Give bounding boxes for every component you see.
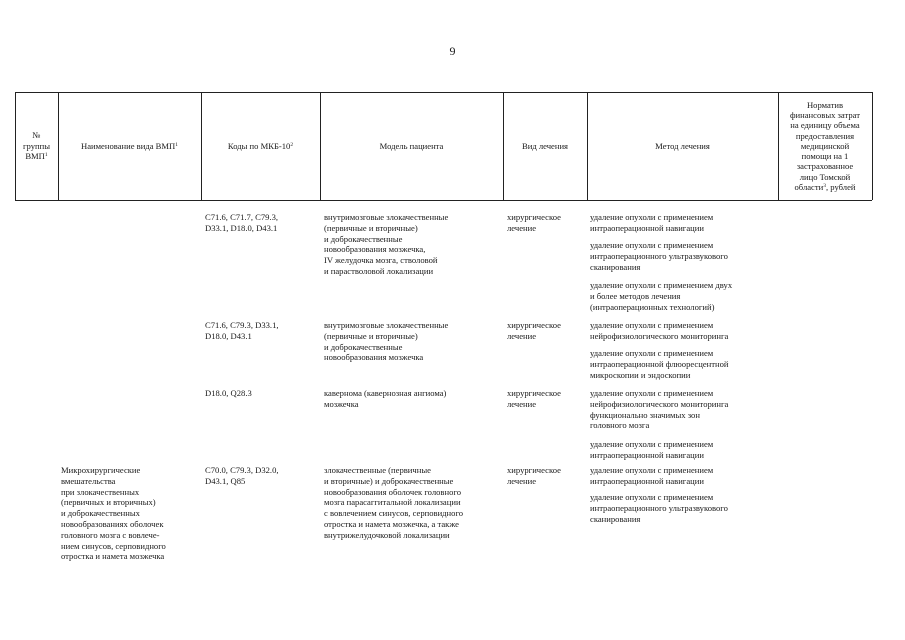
- header-vmp-name: Наименование вида ВМП$^1$: [80, 140, 178, 151]
- row-treatment-method: удаление опухоли с применением нейрофизиологического мониторинга функционально значимых зон головного мозга: [590, 388, 729, 431]
- row-treatment-method: удаление опухоли с применением интраоперационной навигации: [590, 465, 714, 486]
- row-treatment-type: хирургическое лечение: [507, 388, 561, 409]
- row-icd-codes: C70.0, C79.3, D32.0, D43.1, Q85: [205, 465, 279, 486]
- header-group-number: № группы ВМП$^1$: [23, 130, 50, 162]
- row-icd-codes: C71.6, C79.3, D33.1, D18.0, D43.1: [205, 320, 279, 341]
- row-treatment-method: удаление опухоли с применением интраоперационной флюоресцентной микроскопии и эндоскопии: [590, 348, 729, 380]
- row-patient-model: кавернома (кавернозная ангиома) мозжечка: [324, 388, 447, 409]
- row-treatment-method: удаление опухоли с применением двух и более методов лечения (интраоперационных технологий): [590, 280, 733, 312]
- row-treatment-method: удаление опухоли с применением интраоперационной навигации: [590, 212, 714, 233]
- row-patient-model: внутримозговые злокачественные (первичные и вторичные) и доброкачественные новообразования мозжечка: [324, 320, 449, 363]
- page-number: 9: [449, 44, 456, 58]
- row-vmp-name: Микрохирургические вмешательства при злокачественных (первичных и вторичных) и доброкачественных новообразованиях оболочек головного мозга с вовлече- нием синусов, серповидного отростка и намета мозжечка: [61, 465, 166, 562]
- header-treatment-method: Метод лечения: [655, 140, 710, 151]
- header-bottom-border: [15, 200, 872, 201]
- col-border: [872, 92, 873, 200]
- row-patient-model: внутримозговые злокачественные (первичные и вторичные) и доброкачественные новообразования мозжечка, IV желудочка мозга, стволовой и парастволовой локализации: [324, 212, 449, 276]
- row-treatment-type: хирургическое лечение: [507, 320, 561, 341]
- row-treatment-method: удаление опухоли с применением интраоперационной навигации: [590, 439, 714, 460]
- header-patient-model: Модель пациента: [379, 140, 444, 151]
- header-cost-norm: Норматив финансовых затрат на единицу объема предоставления медицинской помощи на 1 застрахованное лицо Томской области$^3$, рублей: [789, 100, 861, 192]
- row-treatment-method: удаление опухоли с применением интраоперационного ультразвукового сканирования: [590, 492, 728, 524]
- row-treatment-type: хирургическое лечение: [507, 212, 561, 233]
- header-treatment-type: Вид лечения: [521, 140, 569, 151]
- row-treatment-method: удаление опухоли с применением нейрофизиологического мониторинга: [590, 320, 729, 341]
- row-icd-codes: C71.6, C71.7, C79.3, D33.1, D18.0, D43.1: [205, 212, 279, 233]
- row-icd-codes: D18.0, Q28.3: [205, 388, 252, 398]
- row-treatment-type: хирургическое лечение: [507, 465, 561, 486]
- row-treatment-method: удаление опухоли с применением интраоперационного ультразвукового сканирования: [590, 240, 728, 272]
- row-patient-model: злокачественные (первичные и вторичные) и доброкачественные новообразования оболочек головного мозга парасаггитальной локализации с вовлечением синусов, серповидного отростка и намета мозжечка, а также внутрижелудочковой локализации: [324, 465, 464, 540]
- header-icd-codes: Коды по МКБ-$10^2$: [227, 140, 294, 151]
